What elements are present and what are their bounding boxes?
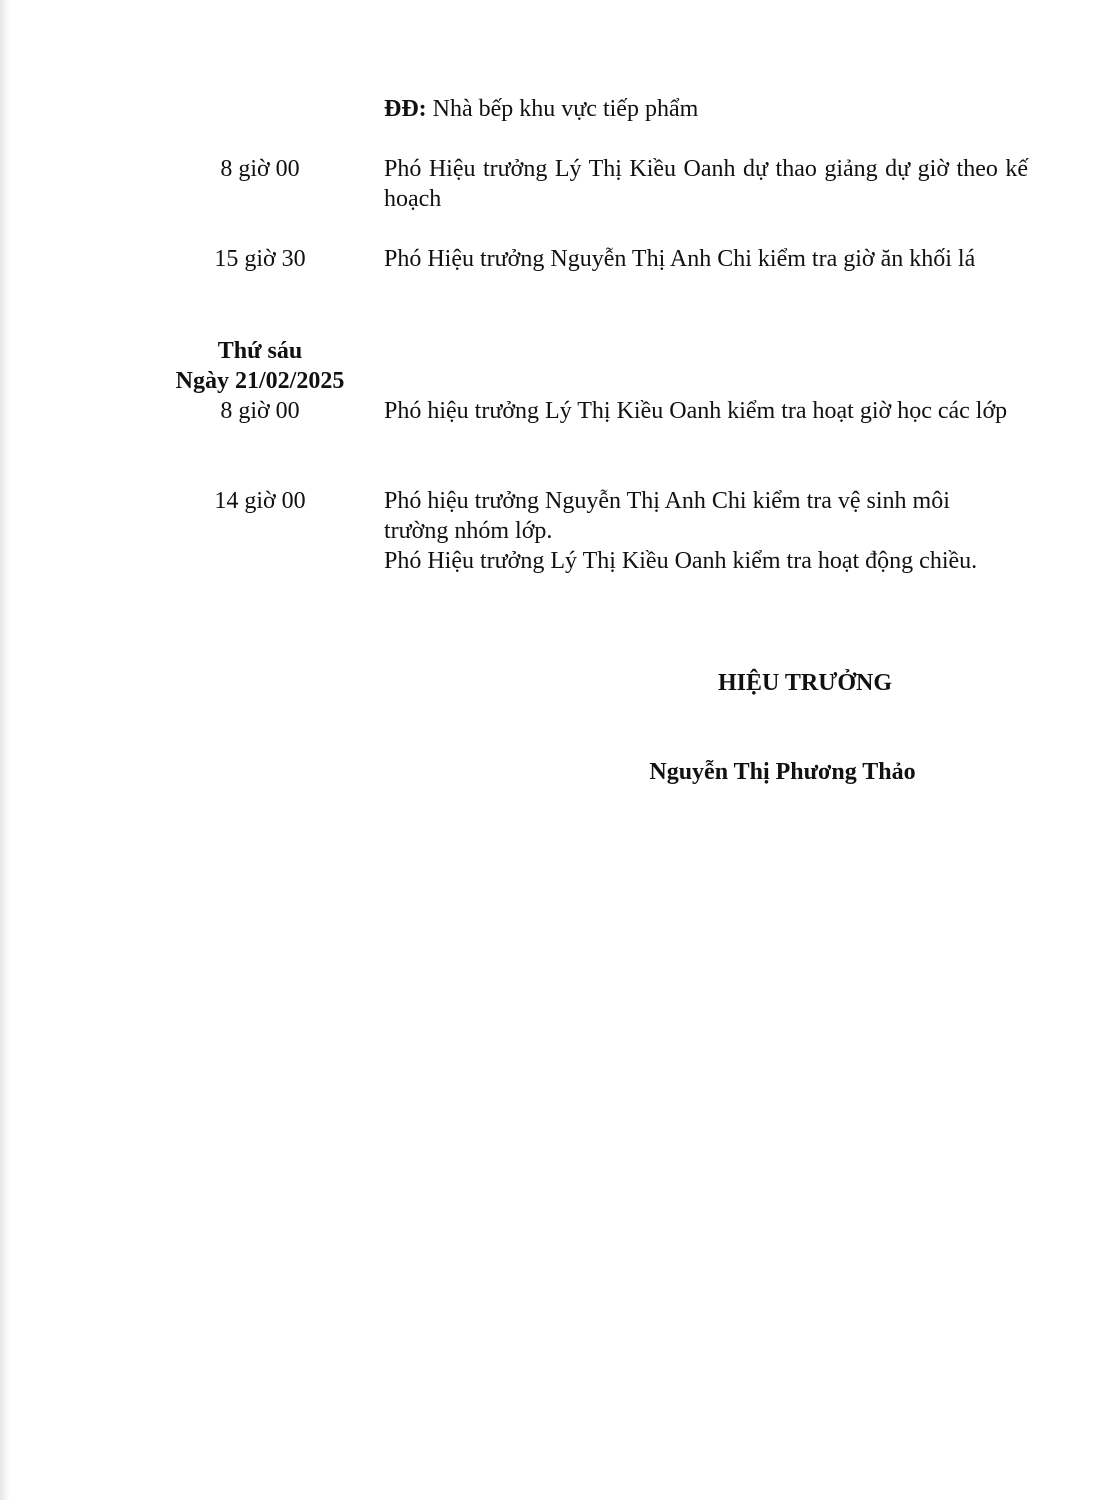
entry1-text <box>384 154 1028 214</box>
location-line <box>384 94 698 124</box>
signature-name: Nguyễn Thị Phương Thảo <box>649 759 916 785</box>
entry3-time: 8 giờ 00 <box>220 398 300 424</box>
page-left-edge <box>0 0 10 1500</box>
entry1-time: 8 giờ 00 <box>220 156 300 182</box>
entry4-paragraph-1: Phó hiệu trưởng Nguyễn Thị Anh Chi kiểm tra vệ sinh môi trường nhóm lớp. <box>384 488 950 544</box>
location-text: Nhà bếp khu vực tiếp phẩm <box>426 96 699 122</box>
entry4-time: 14 giờ 00 <box>214 488 306 514</box>
signature-title: HIỆU TRƯỞNG <box>717 670 893 696</box>
entry1-paragraph: Phó Hiệu trưởng Lý Thị Kiều Oanh dự thao giảng dự giờ theo kế hoạch <box>384 156 1028 212</box>
entry2-time: 15 giờ 30 <box>214 246 306 272</box>
entry3-text <box>384 396 1028 426</box>
entry4-paragraph-2: Phó Hiệu trưởng Lý Thị Kiều Oanh kiểm tra hoạt động chiều. <box>384 548 978 574</box>
document-page <box>10 0 1111 1500</box>
entry3-paragraph: Phó hiệu trưởng Lý Thị Kiều Oanh kiểm tra hoạt giờ học các lớp <box>384 398 1008 424</box>
entry2-paragraph: Phó Hiệu trưởng Nguyễn Thị Anh Chi kiểm tra giờ ăn khối lá <box>384 246 976 272</box>
entry4-text <box>384 486 1004 576</box>
day-weekday: Thứ sáu <box>217 338 303 364</box>
location-label: ĐĐ: <box>384 96 427 122</box>
entry2-text <box>384 244 1028 274</box>
day-date: Ngày 21/02/2025 <box>175 368 345 394</box>
